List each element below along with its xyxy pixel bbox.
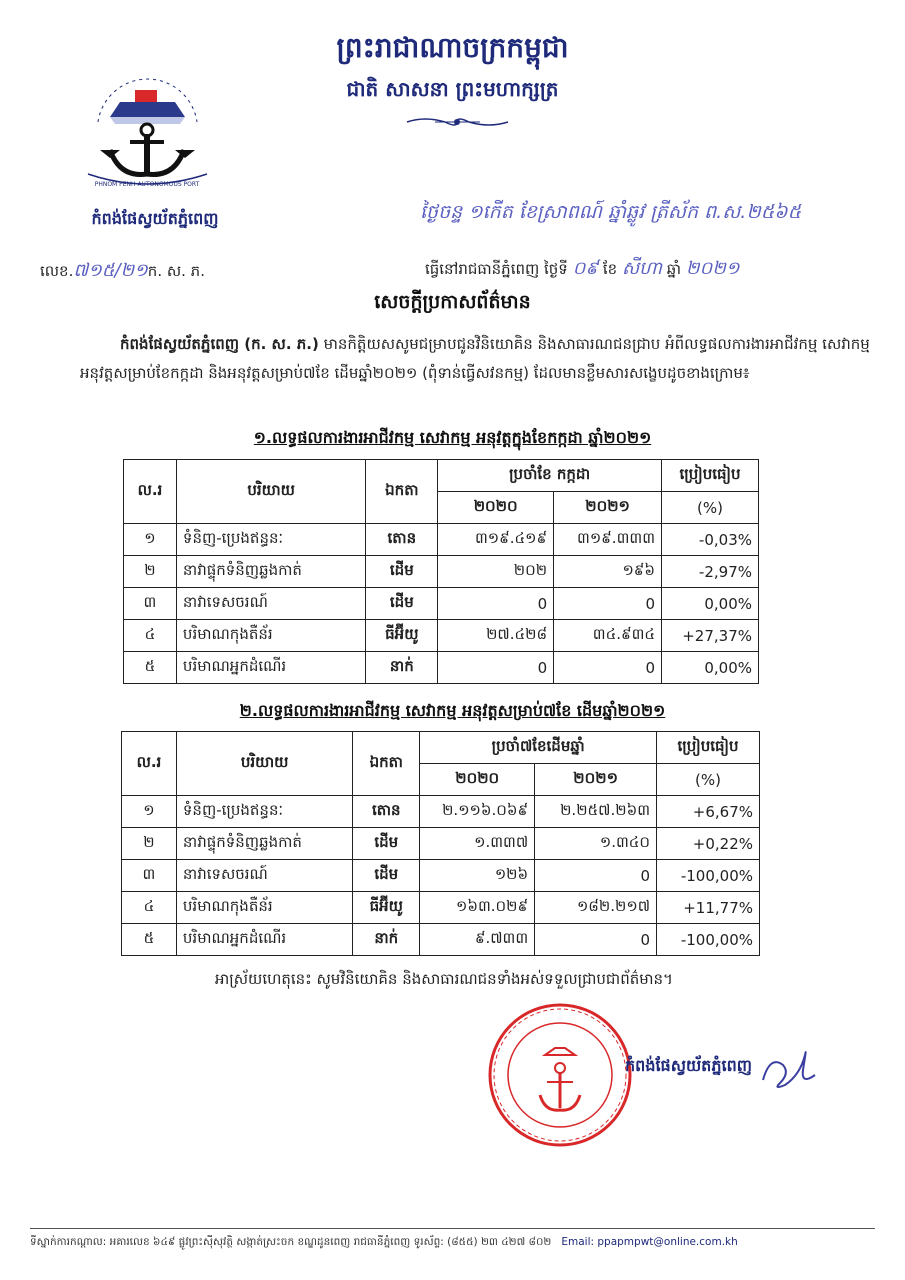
reference-number: [40, 258, 205, 285]
official-seal: [485, 1000, 635, 1150]
national-motto: ជាតិ សាសនា ព្រះមហាក្សត្រ: [346, 77, 559, 101]
row-2021: 0: [535, 860, 657, 892]
row-no: ២: [122, 828, 177, 860]
signatory-organization: កំពង់ផែស្វយ័តភ្នំពេញ: [625, 1056, 752, 1075]
row-pct: -2,97%: [662, 556, 759, 588]
monthly-results-table: [123, 459, 759, 684]
section1-title: ១.លទ្ធផលការងារអាជីវកម្ម សេវាកម្ម អនុវត្តក្នុងខែកក្កដា ឆ្នាំ២០២១: [253, 428, 652, 447]
col-year-2021: ២០២១: [535, 764, 657, 796]
row-desc: បរិមាណអ្នកដំណើរ: [176, 652, 365, 684]
row-2021: 0: [554, 652, 662, 684]
footer: [30, 1236, 875, 1251]
table-row: [124, 556, 759, 588]
row-2020: ១.៣៣៧: [420, 828, 535, 860]
col-unit: ឯកតា: [353, 732, 420, 796]
table-row: [122, 892, 760, 924]
row-2021: 0: [535, 924, 657, 956]
port-logo: [80, 62, 215, 192]
row-unit: ធីអ៊ីយូ: [366, 620, 438, 652]
row-pct: +27,37%: [662, 620, 759, 652]
col-year-2020: ២០២០: [438, 492, 554, 524]
intro-org: កំពង់ផែស្វយ័តភ្នំពេញ (ក. ស. ភ.): [120, 335, 319, 353]
row-no: ៣: [124, 588, 177, 620]
col-compare: ប្រៀបធៀប: [657, 732, 760, 764]
row-no: ៥: [122, 924, 177, 956]
row-no: ១: [124, 524, 177, 556]
col-pct: (%): [657, 764, 760, 796]
ornament-divider: [405, 114, 510, 130]
row-pct: -100,00%: [657, 924, 760, 956]
made-year: ២០២១: [685, 258, 740, 279]
table-row: [124, 524, 759, 556]
col-unit: ឯកតា: [366, 460, 438, 524]
year-label: ឆ្នាំ: [666, 260, 682, 278]
table-row: [122, 924, 760, 956]
row-2020: ៣១៩.៤១៩: [438, 524, 554, 556]
row-unit: តោន: [366, 524, 438, 556]
row-pct: +11,77%: [657, 892, 760, 924]
row-2021: 0: [554, 588, 662, 620]
col-no: ល.រ: [124, 460, 177, 524]
row-pct: -0,03%: [662, 524, 759, 556]
row-2020: ៩.៧៣៣: [420, 924, 535, 956]
lunar-date: ថ្ងៃចន្ទ ១កើត ខែស្រាពណ៍ ឆ្នាំឆ្លូវ ត្រីស័ក ព.ស.២៥៦៥: [420, 201, 802, 223]
col-no: ល.រ: [122, 732, 177, 796]
col-desc: បរិយាយ: [176, 732, 352, 796]
intro-text: មានកិត្តិយសសូមជម្រាបជូនវិនិយោគិន និងសាធារណជនជ្រាប អំពីលទ្ធផលការងារអាជីវកម្ម សេវាកម្ម អនុវត្តសម្រាប់ខែកក្កដា និងអនុវត្តសម្រាប់៧ខែ ដើមឆ្នាំ២០២១ (ពុំទាន់ធ្វើសវនកម្ម) ដែលមានខ្លឹមសារសង្ខេបដូចខាងក្រោម៖: [80, 335, 870, 382]
organization-name: កំពង់ផែស្វយ័តភ្នំពេញ: [91, 209, 219, 228]
row-2020: ២០២: [438, 556, 554, 588]
row-desc: នាវាទេសចរណ៍: [176, 860, 352, 892]
row-unit: ដើម: [353, 828, 420, 860]
ref-suffix: ក. ស. ភ.: [147, 262, 205, 280]
row-unit: ធីអ៊ីយូ: [353, 892, 420, 924]
row-2021: ២.២៥៧.២៦៣: [535, 796, 657, 828]
footer-divider: [30, 1228, 875, 1229]
row-desc: នាវាទេសចរណ៍: [176, 588, 365, 620]
row-unit: នាក់: [353, 924, 420, 956]
row-unit: ដើម: [353, 860, 420, 892]
row-pct: -100,00%: [657, 860, 760, 892]
row-2021: ១៩៦: [554, 556, 662, 588]
logo-text: PHNOM PENH AUTONOMOUS PORT: [94, 181, 200, 188]
row-2021: ៣៤.៩៣៤: [554, 620, 662, 652]
table-row: [122, 860, 760, 892]
row-pct: 0,00%: [662, 588, 759, 620]
row-no: ៣: [122, 860, 177, 892]
footer-email: Email: ppapmpwt@online.com.kh: [561, 1236, 738, 1248]
document-title: សេចក្តីប្រកាសព័ត៌មាន: [374, 291, 531, 313]
made-day: ០៩: [572, 258, 599, 279]
row-no: ២: [124, 556, 177, 588]
col-pct: (%): [662, 492, 759, 524]
row-desc: នាវាផ្ទុកទំនិញឆ្លងកាត់: [176, 828, 352, 860]
col-year-2021: ២០២១: [554, 492, 662, 524]
row-desc: បរិមាណកុងតឺន័រ: [176, 620, 365, 652]
row-2021: ១.៣៤០: [535, 828, 657, 860]
row-2020: ២៧.៤២៨: [438, 620, 554, 652]
section2-title: ២.លទ្ធផលការងារអាជីវកម្ម សេវាកម្ម អនុវត្តសម្រាប់៧ខែ ដើមឆ្នាំ២០២១: [239, 701, 666, 720]
kingdom-title: ព្រះរាជាណាចក្រកម្ពុជា: [336, 31, 569, 64]
footer-address: ទីស្នាក់ការកណ្តាល: អគារលេខ ៦៤៩ ផ្លូវព្រះស៊ីសុវត្ថិ សង្កាត់ស្រះចក ខណ្ឌដូនពេញ រាជធានីភ្នំពេញ ទូរស័ព្ទ: (៨៥៥) ២៣ ៤២៧ ៨០២: [30, 1236, 552, 1248]
month-label: ខែ: [602, 260, 618, 278]
row-2020: ២.១១៦.០៦៩: [420, 796, 535, 828]
table-row: [124, 620, 759, 652]
closing-statement: អាស្រ័យហេតុនេះ សូមវិនិយោគិន និងសាធារណជនទាំងអស់ទទួលជ្រាបជាព័ត៌មាន។: [215, 970, 673, 988]
seven-month-results-table: [121, 731, 760, 956]
row-2021: ៣១៩.៣៣៣: [554, 524, 662, 556]
row-pct: 0,00%: [662, 652, 759, 684]
row-unit: នាក់: [366, 652, 438, 684]
made-month: សីហា: [621, 258, 662, 279]
row-pct: +6,67%: [657, 796, 760, 828]
issue-date: [425, 256, 739, 283]
row-unit: តោន: [353, 796, 420, 828]
row-2020: 0: [438, 652, 554, 684]
row-desc: ទំនិញ-ប្រេងឥន្ធនៈ: [176, 796, 352, 828]
row-no: ៤: [122, 892, 177, 924]
table-row: [124, 588, 759, 620]
row-no: ៥: [124, 652, 177, 684]
row-no: ៤: [124, 620, 177, 652]
row-unit: ដើម: [366, 588, 438, 620]
row-2021: ១៨២.២១៧: [535, 892, 657, 924]
made-at-label: ធ្វើនៅរាជធានីភ្នំពេញ ថ្ងៃទី: [425, 260, 568, 278]
col-desc: បរិយាយ: [176, 460, 365, 524]
row-2020: ១៦៣.០២៩: [420, 892, 535, 924]
row-2020: ១២៦: [420, 860, 535, 892]
col-period: ប្រចាំ៧ខែដើមឆ្នាំ: [420, 732, 657, 764]
ref-value: ៧១៥/២១: [73, 260, 148, 281]
col-year-2020: ២០២០: [420, 764, 535, 796]
row-2020: 0: [438, 588, 554, 620]
row-desc: បរិមាណអ្នកដំណើរ: [176, 924, 352, 956]
ref-label: លេខ.: [40, 262, 74, 280]
table-row: [124, 652, 759, 684]
row-desc: នាវាផ្ទុកទំនិញឆ្លងកាត់: [176, 556, 365, 588]
row-no: ១: [122, 796, 177, 828]
col-compare: ប្រៀបធៀប: [662, 460, 759, 492]
col-period: ប្រចាំខែ កក្កដា: [438, 460, 662, 492]
intro-paragraph: [80, 330, 870, 388]
row-desc: បរិមាណកុងតឺន័រ: [176, 892, 352, 924]
row-desc: ទំនិញ-ប្រេងឥន្ធនៈ: [176, 524, 365, 556]
row-unit: ដើម: [366, 556, 438, 588]
table-row: [122, 828, 760, 860]
row-pct: +0,22%: [657, 828, 760, 860]
table-row: [122, 796, 760, 828]
signature: [755, 1035, 825, 1095]
